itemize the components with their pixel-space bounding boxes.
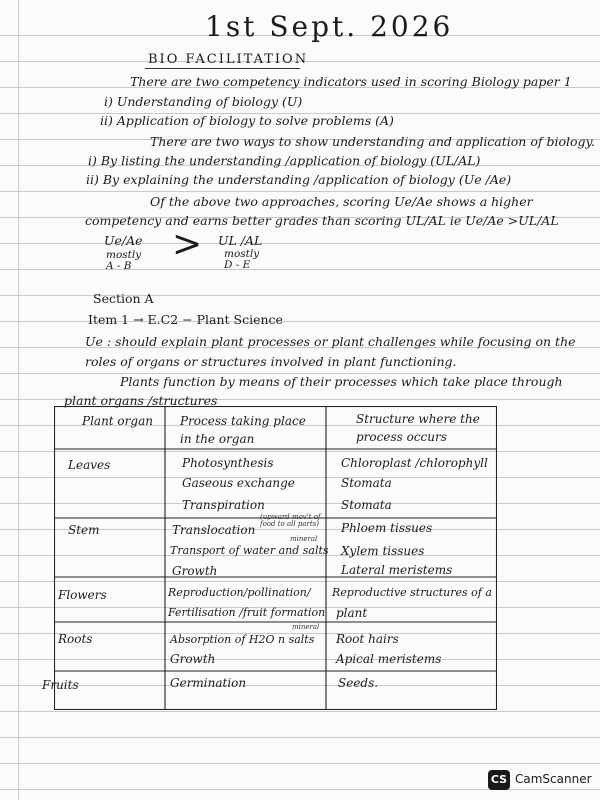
header-structure-1: Structure where the [356, 412, 480, 426]
process-growth-roots: Growth [170, 652, 216, 666]
organ-stem: Stem [68, 523, 100, 537]
ways-intro: There are two ways to show understanding and application of biology. [150, 134, 595, 149]
structure-stomata-2: Stomata [341, 498, 392, 512]
page-heading: BIO FACILITATION [148, 52, 309, 67]
structure-phloem: Phloem tissues [341, 521, 433, 535]
absorption-mineral-note: mineral [292, 623, 320, 631]
organ-roots: Roots [58, 632, 93, 646]
camscanner-brand: CamScanner [515, 772, 592, 786]
process-reproduction: Reproduction/pollination/ [168, 586, 311, 599]
process-gaseous-exchange: Gaseous exchange [182, 476, 295, 490]
structure-lateral-meristems: Lateral meristems [341, 563, 453, 577]
structure-xylem: Xylem tissues [341, 544, 425, 558]
structure-reproductive: Reproductive structures of a [332, 586, 492, 599]
header-process-2: in the organ [180, 432, 255, 446]
process-fertilisation: Fertilisation /fruit formation [168, 606, 326, 619]
margin-line [18, 0, 19, 800]
diagram-right-top: UL /AL [218, 233, 263, 248]
item-line: Item 1 → E.C2 − Plant Science [88, 312, 283, 327]
indicator-1: i) Understanding of biology (U) [104, 94, 303, 109]
structure-plant: plant [336, 606, 368, 620]
comparison-line-2: competency and earns better grades than scoring UL/AL ie Ue/Ae >UL/AL [85, 213, 559, 228]
header-organ: Plant organ [82, 414, 153, 428]
diagram-right-bot: D - E [224, 259, 251, 271]
process-absorption: Absorption of H2O n salts [170, 633, 315, 646]
process-transport-water: Transport of water and salts [170, 544, 329, 557]
process-growth-stem: Growth [172, 564, 218, 578]
diagram-left-top: Ue/Ae [104, 233, 143, 248]
organ-process-table [42, 406, 497, 710]
greater-than-symbol: > [172, 224, 203, 265]
process-photosynthesis: Photosynthesis [182, 456, 274, 470]
way-1: i) By listing the understanding /application of biology (UL/AL) [88, 153, 481, 168]
comparison-line-1: Of the above two approaches, scoring Ue/Ae shows a higher [150, 194, 533, 209]
intro-text: There are two competency indicators used in scoring Biology paper 1 [130, 74, 572, 89]
way-2: ii) By explaining the understanding /application of biology (Ue /Ae) [86, 172, 512, 187]
header-process-1: Process taking place [180, 414, 306, 428]
organ-fruits: Fruits [42, 678, 79, 692]
process-germination: Germination [170, 676, 247, 690]
section-title: Section A [93, 291, 154, 306]
transport-mineral-note: mineral [290, 535, 318, 543]
structure-stomata-1: Stomata [341, 476, 392, 490]
header-structure-2: process occurs [356, 430, 447, 444]
ue-line-2: roles of organs or structures involved in plant functioning. [85, 354, 457, 369]
process-translocation: Translocation [172, 523, 256, 537]
structure-seeds: Seeds. [338, 676, 379, 690]
indicator-2: ii) Application of biology to solve problems (A) [100, 113, 394, 128]
process-transpiration: Transpiration [182, 498, 265, 512]
page-date: 1st Sept. 2026 [205, 10, 454, 43]
structure-chloroplast: Chloroplast /chlorophyll [341, 456, 488, 470]
heading-underline [145, 68, 300, 69]
plants-line-2: plant organs /structures [64, 393, 218, 408]
organ-leaves: Leaves [68, 458, 111, 472]
camscanner-logo-icon: CS [488, 770, 510, 790]
diagram-left-mid: mostly [106, 249, 142, 261]
organ-flowers: Flowers [58, 588, 107, 602]
plants-line-1: Plants function by means of their processes which take place through [120, 374, 563, 389]
ue-line-1: Ue : should explain plant processes or plant challenges while focusing on the [85, 334, 576, 349]
translocation-note: (upward mov't of food to all parts) [260, 513, 321, 528]
structure-root-hairs: Root hairs [336, 632, 399, 646]
structure-apical-meristems: Apical meristems [336, 652, 442, 666]
diagram-left-bot: A - B [106, 260, 132, 272]
diagram-right-mid: mostly [224, 248, 260, 260]
